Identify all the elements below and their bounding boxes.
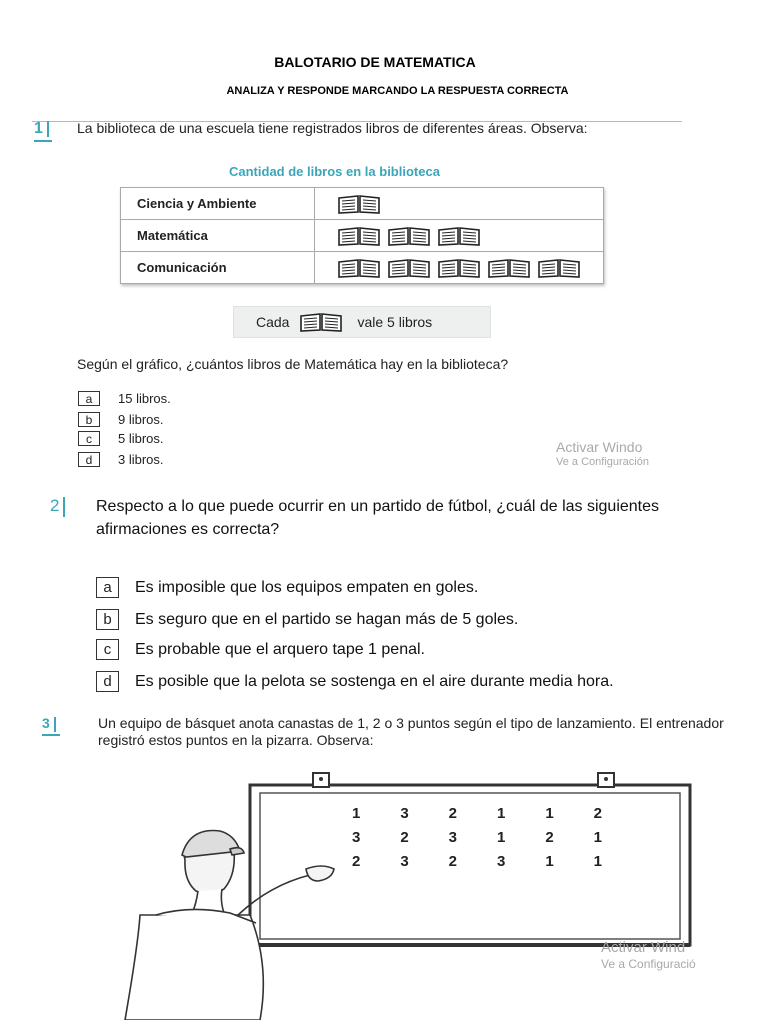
board-number: 2 — [351, 853, 361, 870]
board-number: 2 — [400, 829, 409, 846]
pictograph-row — [121, 252, 604, 284]
row-label: Ciencia y Ambiente — [121, 188, 315, 220]
q2-option-a[interactable] — [96, 577, 478, 598]
option-letter-box[interactable]: b — [78, 412, 100, 427]
board-number: 3 — [448, 829, 457, 846]
board-number: 2 — [545, 829, 554, 846]
q3-statement: Un equipo de básquet anota canastas de 1, 2 o 3 puntos según el tipo de lanzamiento. El entrenador registró estos puntos en la pizarra. Observa: — [98, 715, 724, 748]
q2-option-c[interactable] — [96, 639, 425, 660]
board-number: 2 — [448, 853, 457, 870]
open-book-icon — [387, 259, 437, 276]
board-number: 1 — [351, 805, 361, 822]
activation-watermark-sub: Ve a Configuración — [556, 456, 649, 468]
q2-option-b[interactable] — [96, 609, 518, 630]
open-book-icon — [387, 227, 437, 244]
open-book-icon — [337, 259, 387, 276]
board-number: 1 — [496, 805, 506, 822]
pictograph-title: Cantidad de libros en la biblioteca — [229, 164, 440, 179]
option-text: 9 libros. — [118, 412, 164, 427]
q2-statement: Respecto a lo que puede ocurrir en un partido de fútbol, ¿cuál de las siguientes afirmaciones es correcta? — [96, 498, 660, 538]
board-number: 3 — [400, 853, 409, 870]
q1-option-a[interactable] — [78, 391, 171, 406]
row-icons — [315, 220, 604, 252]
pictograph-table — [120, 187, 604, 284]
row-label: Comunicación — [121, 252, 315, 284]
open-book-icon — [337, 195, 387, 212]
option-text: 3 libros. — [118, 452, 164, 467]
document-subtitle: ANALIZA Y RESPONDE MARCANDO LA RESPUESTA CORRECTA — [226, 85, 569, 97]
board-number: 1 — [593, 829, 602, 846]
activation-watermark-sub: Ve a Configuració — [601, 957, 696, 971]
legend-prefix: Cada — [256, 314, 290, 330]
open-book-icon — [537, 259, 587, 276]
whiteboard-drawing — [120, 765, 720, 1020]
option-letter-box[interactable]: a — [78, 391, 100, 406]
open-book-icon — [299, 312, 349, 332]
board-number: 2 — [448, 805, 457, 822]
open-book-icon — [437, 227, 487, 244]
q1-statement: La biblioteca de una escuela tiene registrados libros de diferentes áreas. Observa: — [77, 120, 588, 136]
row-icons — [315, 188, 604, 220]
board-numbers — [332, 805, 622, 870]
document-title: BALOTARIO DE MATEMATICA — [274, 54, 476, 70]
open-book-icon — [487, 259, 537, 276]
q2-option-d[interactable] — [96, 671, 614, 692]
q2-number: 2 — [50, 496, 65, 517]
option-letter-box[interactable]: a — [96, 577, 119, 598]
q1-number: 1 — [34, 120, 49, 138]
option-text: 15 libros. — [118, 391, 171, 406]
q1-question: Según el gráfico, ¿cuántos libros de Matemática hay en la biblioteca? — [77, 356, 509, 372]
whiteboard-illustration — [120, 765, 720, 1020]
option-text: Es imposible que los equipos empaten en goles. — [135, 578, 479, 596]
legend-suffix: vale 5 libros — [357, 314, 433, 330]
activation-watermark: Activar Wind — [601, 939, 686, 956]
option-text: Es seguro que en el partido se hagan más de 5 goles. — [135, 610, 519, 628]
pictograph-row — [121, 220, 604, 252]
option-letter-box[interactable]: b — [96, 609, 119, 630]
open-book-icon — [337, 227, 387, 244]
board-number: 3 — [400, 805, 409, 822]
option-text: Es probable que el arquero tape 1 penal. — [135, 640, 425, 658]
option-letter-box[interactable]: d — [96, 671, 119, 692]
board-number: 3 — [351, 829, 361, 846]
pictograph-legend — [233, 306, 491, 338]
q1-option-c[interactable] — [78, 431, 164, 446]
q1-option-d[interactable] — [78, 452, 164, 467]
board-number: 1 — [545, 853, 554, 870]
board-number: 1 — [593, 853, 602, 870]
option-letter-box[interactable]: c — [96, 639, 119, 660]
pictograph-row — [121, 188, 604, 220]
option-text: Es posible que la pelota se sostenga en el aire durante media hora. — [135, 672, 614, 690]
option-letter-box[interactable]: d — [78, 452, 100, 467]
option-letter-box[interactable]: c — [78, 431, 100, 446]
activation-watermark: Activar Windo — [556, 439, 643, 455]
board-number: 1 — [545, 805, 554, 822]
open-book-icon — [437, 259, 487, 276]
board-number: 2 — [593, 805, 602, 822]
board-number: 1 — [496, 829, 506, 846]
board-number: 3 — [496, 853, 506, 870]
q1-option-b[interactable] — [78, 412, 164, 427]
row-icons — [315, 252, 604, 284]
option-text: 5 libros. — [118, 431, 164, 446]
row-label: Matemática — [121, 220, 315, 252]
q3-number: 3 — [42, 715, 56, 732]
